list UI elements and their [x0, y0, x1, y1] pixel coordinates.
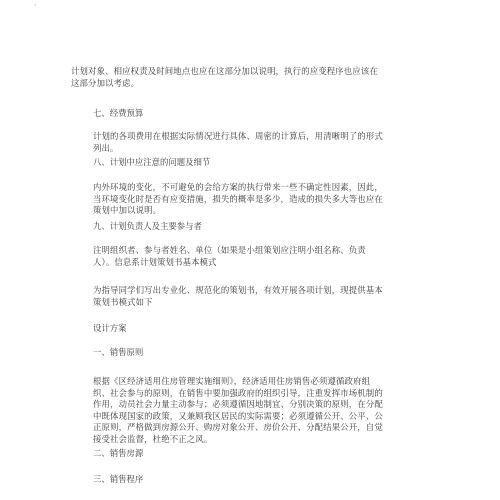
paragraph-responsibility: 计划对象、相应权责及时间地点也应在这部分加以说明，执行的应变程序也应该在这部分加以考虑。	[71, 66, 378, 88]
paragraph-organizers: 注明组织者、参与者姓名、单位（如果是小组策划应注明小组名称、负责人）。信息系计划策划书基本模式	[93, 245, 366, 267]
heading-sales-principle: 一、销售原则	[93, 347, 144, 357]
paragraph-environment: 内外环境的变化，不可避免的会给方案的执行带来一些不确定性因素，因此，当环境变化时是否有应变措施，损失的概率是多少，造成的损失多大等也应在策划中加以说明。	[93, 182, 383, 215]
paragraph-guidance: 为指导同学们写出专业化、规范化的策划书，有效开展各项计划，现提供基本策划书模式如下	[93, 285, 383, 307]
heading-sales-housing: 二、销售房源	[93, 448, 144, 458]
corner-dot-mark: ·	[34, 1, 37, 10]
heading-budget: 七、经费预算	[93, 108, 144, 118]
heading-notes: 八、计划中应注意的问题及细节	[93, 157, 211, 167]
heading-responsible-person: 九、计划负责人及主要参与者	[93, 221, 202, 231]
heading-design-plan: 设计方案	[93, 323, 127, 333]
heading-sales-procedure: 三、销售程序	[93, 474, 144, 484]
paragraph-budget: 计划的各项费用在根据实际情况进行具体、周密的计算后，用清晰明了的形式列出。	[93, 131, 383, 153]
paragraph-sales-principle: 根据《区经济适用住房管理实施细则》，经济适用住房销售必须遵循政府组织、社会参与的原则，在销售中要加强政府的组织引导，注重发挥市场机制的作用，动员社会力量主动参与；必须遵循因地制宜、分别决策的原则，在分配中既体现国家的政策，又兼顾我区居民的实际需要；必须遵循公开、公平、公正原则，严格做到房源公开、购房对象公开、房价公开、分配结果公开，自觉接受社会监督，杜绝不正之风。	[93, 376, 383, 444]
